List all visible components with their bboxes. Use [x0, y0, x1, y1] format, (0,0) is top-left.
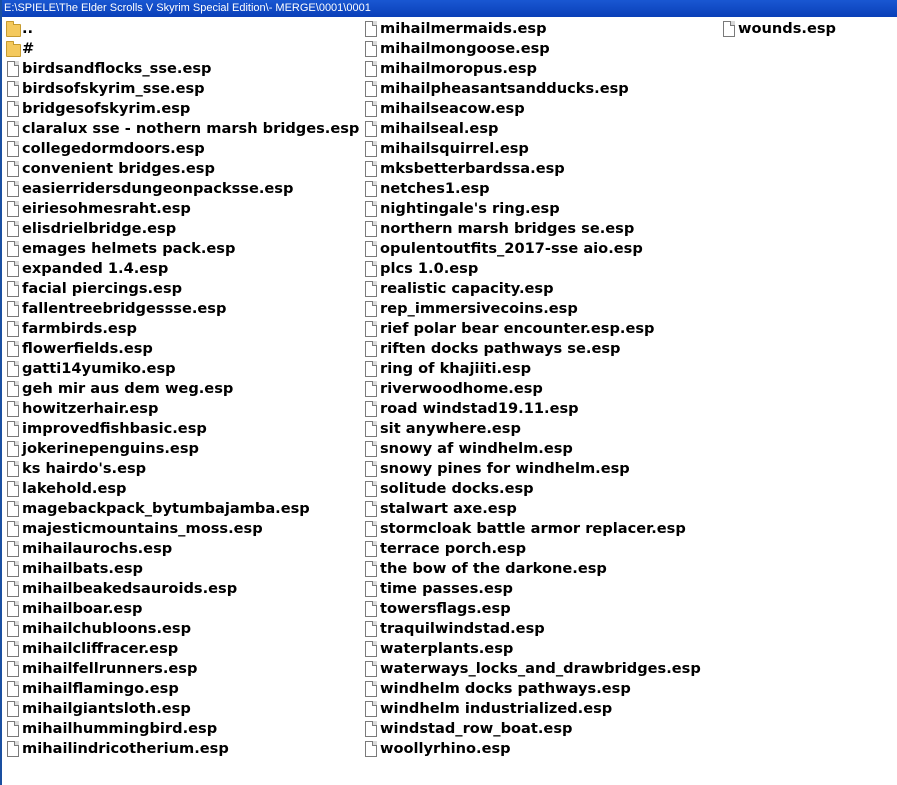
file-icon	[364, 100, 378, 117]
entry-name: terrace porch.esp	[380, 540, 527, 557]
entry-name: opulentoutfits_2017-sse aio.esp	[380, 240, 643, 257]
file-entry[interactable]	[4, 479, 364, 499]
file-entry[interactable]	[362, 379, 722, 399]
file-entry[interactable]	[4, 619, 364, 639]
file-icon	[364, 200, 378, 217]
file-icon	[364, 420, 378, 437]
entry-name: gatti14yumiko.esp	[22, 360, 176, 377]
entry-name: bridgesofskyrim.esp	[22, 100, 191, 117]
file-icon	[6, 460, 20, 477]
file-icon	[364, 280, 378, 297]
entry-name: howitzerhair.esp	[22, 400, 159, 417]
entry-name: mihailindricotherium.esp	[22, 740, 229, 757]
file-entry[interactable]	[4, 259, 364, 279]
entry-name: emages helmets pack.esp	[22, 240, 236, 257]
file-entry[interactable]	[4, 79, 364, 99]
file-column-1	[4, 19, 364, 759]
file-icon	[6, 740, 20, 757]
file-icon	[364, 20, 378, 37]
file-entry[interactable]	[4, 159, 364, 179]
file-icon	[6, 400, 20, 417]
file-icon	[6, 60, 20, 77]
entry-name: flowerfields.esp	[22, 340, 153, 357]
entry-name: improvedfishbasic.esp	[22, 420, 207, 437]
file-entry[interactable]	[362, 119, 722, 139]
file-entry[interactable]	[362, 499, 722, 519]
entry-name: netches1.esp	[380, 180, 490, 197]
entry-name: convenient bridges.esp	[22, 160, 215, 177]
file-icon	[364, 240, 378, 257]
file-icon	[364, 640, 378, 657]
entry-name: mihailgiantsloth.esp	[22, 700, 191, 717]
file-entry[interactable]	[4, 119, 364, 139]
file-icon	[364, 160, 378, 177]
file-entry[interactable]	[362, 459, 722, 479]
file-entry[interactable]	[362, 679, 722, 699]
entry-name: jokerinepenguins.esp	[22, 440, 199, 457]
file-icon	[364, 360, 378, 377]
entry-name: mihailaurochs.esp	[22, 540, 173, 557]
file-entry[interactable]	[362, 239, 722, 259]
entry-name: #	[22, 40, 35, 57]
entry-name: waterways_locks_and_drawbridges.esp	[380, 660, 701, 677]
entry-name: ring of khajiiti.esp	[380, 360, 532, 377]
file-entry[interactable]	[4, 339, 364, 359]
entry-name: collegedormdoors.esp	[22, 140, 205, 157]
file-entry[interactable]	[362, 219, 722, 239]
file-icon	[364, 220, 378, 237]
file-entry[interactable]	[362, 419, 722, 439]
file-entry[interactable]	[362, 319, 722, 339]
entry-name: windhelm industrialized.esp	[380, 700, 613, 717]
file-icon	[6, 660, 20, 677]
file-entry[interactable]	[362, 339, 722, 359]
file-entry[interactable]	[362, 619, 722, 639]
entry-name: facial piercings.esp	[22, 280, 183, 297]
file-icon	[6, 180, 20, 197]
file-icon	[364, 540, 378, 557]
file-entry[interactable]	[362, 739, 722, 759]
file-listing	[4, 19, 897, 785]
entry-name: snowy af windhelm.esp	[380, 440, 573, 457]
file-icon	[364, 700, 378, 717]
file-icon	[364, 40, 378, 57]
file-entry[interactable]	[4, 59, 364, 79]
file-entry[interactable]	[362, 39, 722, 59]
file-entry[interactable]	[362, 59, 722, 79]
file-entry[interactable]	[362, 139, 722, 159]
entry-name: traquilwindstad.esp	[380, 620, 545, 637]
entry-name: mihailpheasantsandducks.esp	[380, 80, 629, 97]
file-entry[interactable]	[4, 539, 364, 559]
entry-name: nightingale's ring.esp	[380, 200, 560, 217]
entry-name: rief polar bear encounter.esp.esp	[380, 320, 655, 337]
entry-name: mihailmermaids.esp	[380, 20, 547, 37]
file-icon	[6, 540, 20, 557]
file-entry[interactable]	[362, 19, 722, 39]
file-entry[interactable]	[4, 659, 364, 679]
entry-name: mihailbeakedsauroids.esp	[22, 580, 238, 597]
file-entry[interactable]	[362, 299, 722, 319]
file-icon	[364, 300, 378, 317]
entry-name: magebackpack_bytumbajamba.esp	[22, 500, 310, 517]
file-icon	[6, 240, 20, 257]
file-entry[interactable]	[4, 599, 364, 619]
file-icon	[364, 320, 378, 337]
file-icon	[364, 500, 378, 517]
file-icon	[6, 700, 20, 717]
file-icon	[364, 740, 378, 757]
file-entry[interactable]	[4, 239, 364, 259]
file-column-3	[720, 19, 897, 39]
entry-name: mihailboar.esp	[22, 600, 143, 617]
entry-name: mihailseacow.esp	[380, 100, 525, 117]
current-path-bar: E:\SPIELE\The Elder Scrolls V Skyrim Special Edition\- MERGE\0001\0001	[2, 0, 897, 17]
file-entry[interactable]	[362, 79, 722, 99]
entry-name: waterplants.esp	[380, 640, 514, 657]
file-entry[interactable]	[4, 559, 364, 579]
file-entry[interactable]	[4, 499, 364, 519]
entry-name: plcs 1.0.esp	[380, 260, 479, 277]
entry-name: claralux sse - nothern marsh bridges.esp	[22, 120, 360, 137]
entry-name: birdsofskyrim_sse.esp	[22, 80, 205, 97]
entry-name: majesticmountains_moss.esp	[22, 520, 263, 537]
file-icon	[6, 100, 20, 117]
file-icon	[6, 280, 20, 297]
entry-name: mihailsquirrel.esp	[380, 140, 529, 157]
entry-name: birdsandflocks_sse.esp	[22, 60, 212, 77]
file-entry[interactable]	[362, 359, 722, 379]
file-entry[interactable]	[4, 519, 364, 539]
file-entry[interactable]	[362, 639, 722, 659]
file-entry[interactable]	[362, 199, 722, 219]
file-icon	[6, 300, 20, 317]
file-entry[interactable]	[4, 699, 364, 719]
file-icon	[364, 380, 378, 397]
file-icon	[6, 440, 20, 457]
entry-name: rep_immersivecoins.esp	[380, 300, 578, 317]
file-icon	[6, 580, 20, 597]
file-icon	[364, 600, 378, 617]
file-entry[interactable]	[362, 179, 722, 199]
file-icon	[364, 680, 378, 697]
entry-name: riften docks pathways se.esp	[380, 340, 621, 357]
file-icon	[6, 120, 20, 137]
entry-name: elisdrielbridge.esp	[22, 220, 177, 237]
file-entry[interactable]	[362, 699, 722, 719]
entry-name: mihailmoropus.esp	[380, 60, 538, 77]
file-entry[interactable]	[4, 459, 364, 479]
file-entry[interactable]	[362, 279, 722, 299]
entry-name: mihailcliffracer.esp	[22, 640, 179, 657]
entry-name: fallentreebridgessse.esp	[22, 300, 227, 317]
file-icon	[6, 340, 20, 357]
file-icon	[6, 380, 20, 397]
file-icon	[364, 80, 378, 97]
entry-name: northern marsh bridges se.esp	[380, 220, 635, 237]
file-icon	[364, 620, 378, 637]
file-icon	[6, 360, 20, 377]
entry-name: geh mir aus dem weg.esp	[22, 380, 234, 397]
file-entry[interactable]	[4, 299, 364, 319]
file-entry[interactable]	[4, 439, 364, 459]
file-icon	[722, 20, 736, 37]
file-icon	[364, 580, 378, 597]
file-icon	[364, 260, 378, 277]
file-entry[interactable]	[4, 419, 364, 439]
entry-name: lakehold.esp	[22, 480, 127, 497]
file-entry[interactable]	[4, 679, 364, 699]
file-entry[interactable]	[362, 559, 722, 579]
file-icon	[6, 520, 20, 537]
entry-name: mksbetterbardssa.esp	[380, 160, 565, 177]
entry-name: woollyrhino.esp	[380, 740, 511, 757]
file-icon	[6, 640, 20, 657]
file-entry[interactable]	[362, 159, 722, 179]
entry-name: riverwoodhome.esp	[380, 380, 543, 397]
file-entry[interactable]	[4, 99, 364, 119]
file-entry[interactable]	[4, 639, 364, 659]
file-column-2	[362, 19, 722, 759]
entry-name: mihailbats.esp	[22, 560, 143, 577]
entry-name: sit anywhere.esp	[380, 420, 521, 437]
file-icon	[364, 400, 378, 417]
entry-name: mihailfellrunners.esp	[22, 660, 198, 677]
file-icon	[364, 520, 378, 537]
file-icon	[6, 500, 20, 517]
file-entry[interactable]	[4, 179, 364, 199]
file-icon	[364, 720, 378, 737]
entry-name: stalwart axe.esp	[380, 500, 517, 517]
file-icon	[6, 260, 20, 277]
file-icon	[364, 140, 378, 157]
entry-name: expanded 1.4.esp	[22, 260, 169, 277]
file-entry[interactable]	[4, 279, 364, 299]
file-icon	[364, 460, 378, 477]
file-icon	[364, 660, 378, 677]
file-icon	[6, 560, 20, 577]
file-icon	[364, 560, 378, 577]
folder-icon	[6, 40, 20, 57]
entry-name: easierridersdungeonpacksse.esp	[22, 180, 294, 197]
file-entry[interactable]	[4, 359, 364, 379]
file-entry[interactable]	[4, 579, 364, 599]
entry-name: snowy pines for windhelm.esp	[380, 460, 630, 477]
entry-name: time passes.esp	[380, 580, 513, 597]
file-entry[interactable]	[362, 439, 722, 459]
file-entry[interactable]	[362, 579, 722, 599]
folder-entry[interactable]	[4, 39, 364, 59]
entry-name: realistic capacity.esp	[380, 280, 554, 297]
file-entry[interactable]	[720, 19, 897, 39]
entry-name: eiriesohmesraht.esp	[22, 200, 191, 217]
entry-name: road windstad19.11.esp	[380, 400, 579, 417]
file-entry[interactable]	[4, 399, 364, 419]
file-icon	[6, 80, 20, 97]
entry-name: ..	[22, 20, 34, 37]
entry-name: windhelm docks pathways.esp	[380, 680, 631, 697]
entry-name: ks hairdo's.esp	[22, 460, 147, 477]
entry-name: the bow of the darkone.esp	[380, 560, 607, 577]
folder-entry[interactable]	[4, 19, 364, 39]
file-icon	[6, 220, 20, 237]
file-icon	[6, 160, 20, 177]
entry-name: mihailchubloons.esp	[22, 620, 192, 637]
file-icon	[364, 180, 378, 197]
file-entry[interactable]	[362, 259, 722, 279]
file-entry[interactable]	[4, 739, 364, 759]
file-icon	[6, 420, 20, 437]
entry-name: mihailseal.esp	[380, 120, 499, 137]
entry-name: stormcloak battle armor replacer.esp	[380, 520, 686, 537]
file-entry[interactable]	[4, 219, 364, 239]
entry-name: farmbirds.esp	[22, 320, 137, 337]
file-icon	[364, 60, 378, 77]
folder-icon	[6, 20, 20, 37]
file-icon	[6, 600, 20, 617]
file-entry[interactable]	[362, 719, 722, 739]
file-icon	[364, 120, 378, 137]
entry-name: towersflags.esp	[380, 600, 511, 617]
file-entry[interactable]	[4, 319, 364, 339]
file-entry[interactable]	[362, 479, 722, 499]
entry-name: wounds.esp	[738, 20, 836, 37]
file-entry[interactable]	[362, 539, 722, 559]
file-entry[interactable]	[362, 599, 722, 619]
file-icon	[6, 140, 20, 157]
file-icon	[6, 200, 20, 217]
file-icon	[6, 680, 20, 697]
file-entry[interactable]	[4, 139, 364, 159]
file-entry[interactable]	[4, 199, 364, 219]
file-icon	[6, 620, 20, 637]
file-entry[interactable]	[362, 399, 722, 419]
file-entry[interactable]	[362, 659, 722, 679]
file-entry[interactable]	[4, 379, 364, 399]
file-icon	[364, 480, 378, 497]
file-icon	[6, 320, 20, 337]
file-icon	[364, 440, 378, 457]
file-entry[interactable]	[4, 719, 364, 739]
entry-name: windstad_row_boat.esp	[380, 720, 573, 737]
file-icon	[6, 720, 20, 737]
file-icon	[364, 340, 378, 357]
file-icon	[6, 480, 20, 497]
file-entry[interactable]	[362, 519, 722, 539]
entry-name: mihailflamingo.esp	[22, 680, 179, 697]
file-entry[interactable]	[362, 99, 722, 119]
entry-name: solitude docks.esp	[380, 480, 534, 497]
entry-name: mihailmongoose.esp	[380, 40, 550, 57]
entry-name: mihailhummingbird.esp	[22, 720, 218, 737]
